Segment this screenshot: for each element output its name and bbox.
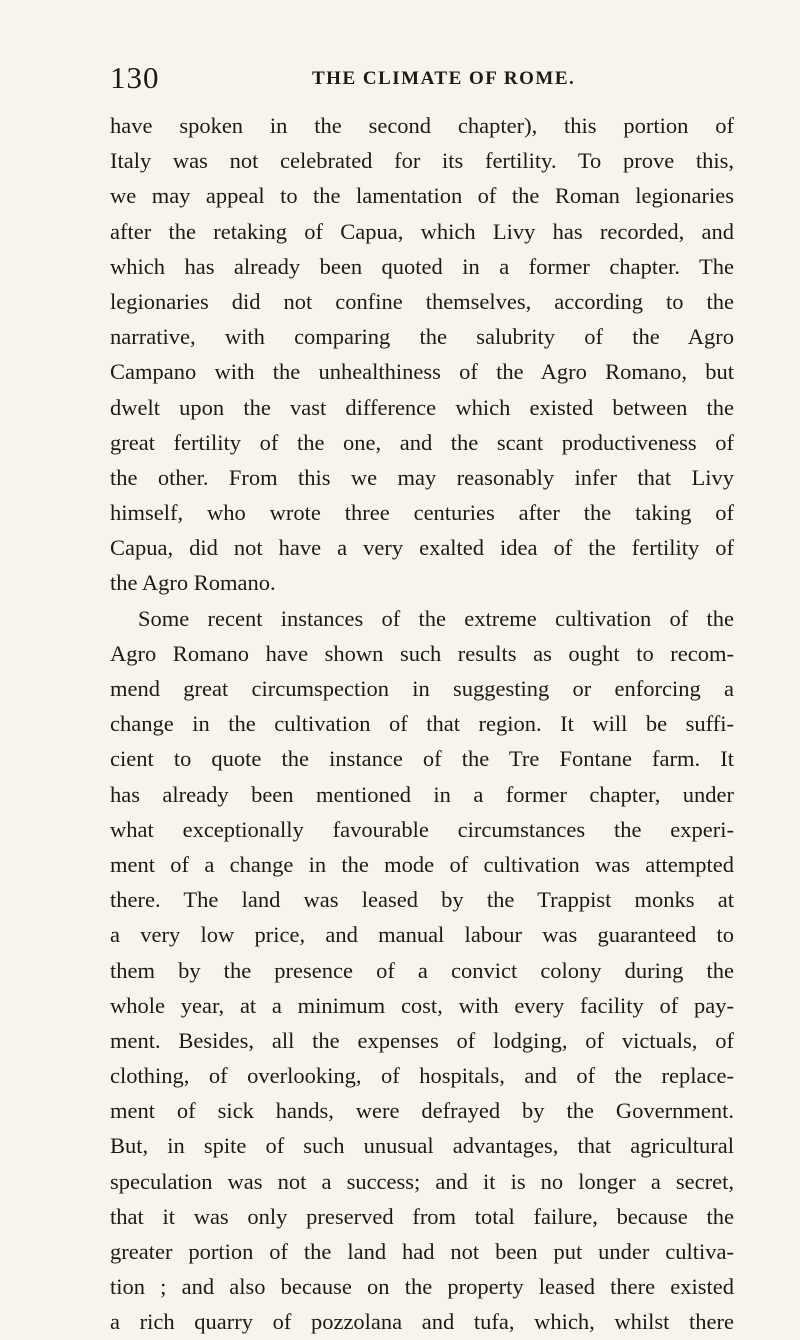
text-line: Agro Romano have shown such results as ought to recom-	[110, 640, 734, 666]
text-line: greater portion of the land had not been put under cultiva-	[110, 1239, 734, 1264]
paragraph-start-line: Some recent instances of the extreme cultivation of the	[138, 605, 734, 631]
text-line: ment. Besides, all the expenses of lodging, of victuals, of	[110, 1027, 734, 1053]
text-line: clothing, of overlooking, of hospitals, and of the replace-	[110, 1063, 734, 1089]
text-line: we may appeal to the lamentation of the Roman legionaries	[110, 183, 734, 209]
text-line: narrative, with comparing the salubrity of the Agro	[110, 324, 734, 350]
text-line: a rich quarry of pozzolana and tufa, which, whilst there	[110, 1309, 734, 1335]
text-line: Italy was not celebrated for its fertility. To prove this,	[110, 148, 734, 174]
text-line: Campano with the unhealthiness of the Agro Romano, but	[110, 359, 734, 385]
text-line: after the retaking of Capua, which Livy has recorded, and	[110, 218, 734, 244]
body-text	[110, 108, 734, 1340]
text-line: has already been mentioned in a former chapter, under	[110, 781, 734, 807]
text-line: that it was only preserved from total failure, because the	[110, 1203, 734, 1229]
text-line: them by the presence of a convict colony during the	[110, 957, 734, 983]
text-line: what exceptionally favourable circumstances the experi-	[110, 816, 734, 842]
text-line: change in the cultivation of that region. It will be suffi-	[110, 711, 734, 737]
running-title: THE CLIMATE OF ROME.	[312, 68, 576, 89]
text-line: great fertility of the one, and the scant productiveness of	[110, 429, 734, 455]
running-head	[0, 58, 800, 98]
paragraph-end-line: the Agro Romano.	[110, 570, 276, 596]
text-line: the other. From this we may reasonably infer that Livy	[110, 464, 734, 490]
text-line: have spoken in the second chapter), this portion of	[110, 113, 734, 138]
text-line: But, in spite of such unusual advantages, that agricultural	[110, 1133, 734, 1159]
text-line: ment of a change in the mode of cultivation was attempted	[110, 851, 734, 877]
text-line: a very low price, and manual labour was guaranteed to	[110, 922, 734, 948]
text-line: whole year, at a minimum cost, with every facility of pay-	[110, 992, 734, 1018]
text-line: legionaries did not confine themselves, according to the	[110, 288, 734, 314]
text-line: himself, who wrote three centuries after the taking of	[110, 500, 734, 526]
text-line: dwelt upon the vast difference which existed between the	[110, 394, 734, 420]
text-line: there. The land was leased by the Trappist monks at	[110, 887, 734, 913]
text-line: ment of sick hands, were defrayed by the Government.	[110, 1098, 734, 1124]
text-line: which has already been quoted in a former chapter. The	[110, 253, 734, 279]
text-line: mend great circumspection in suggesting or enforcing a	[110, 676, 734, 701]
page-number: 130	[110, 60, 160, 95]
text-line: tion ; and also because on the property leased there existed	[110, 1274, 734, 1300]
text-line: Capua, did not have a very exalted idea of the fertility of	[110, 535, 734, 561]
text-line: cient to quote the instance of the Tre Fontane farm. It	[110, 746, 734, 772]
text-line: speculation was not a success; and it is no longer a secret,	[110, 1168, 734, 1194]
